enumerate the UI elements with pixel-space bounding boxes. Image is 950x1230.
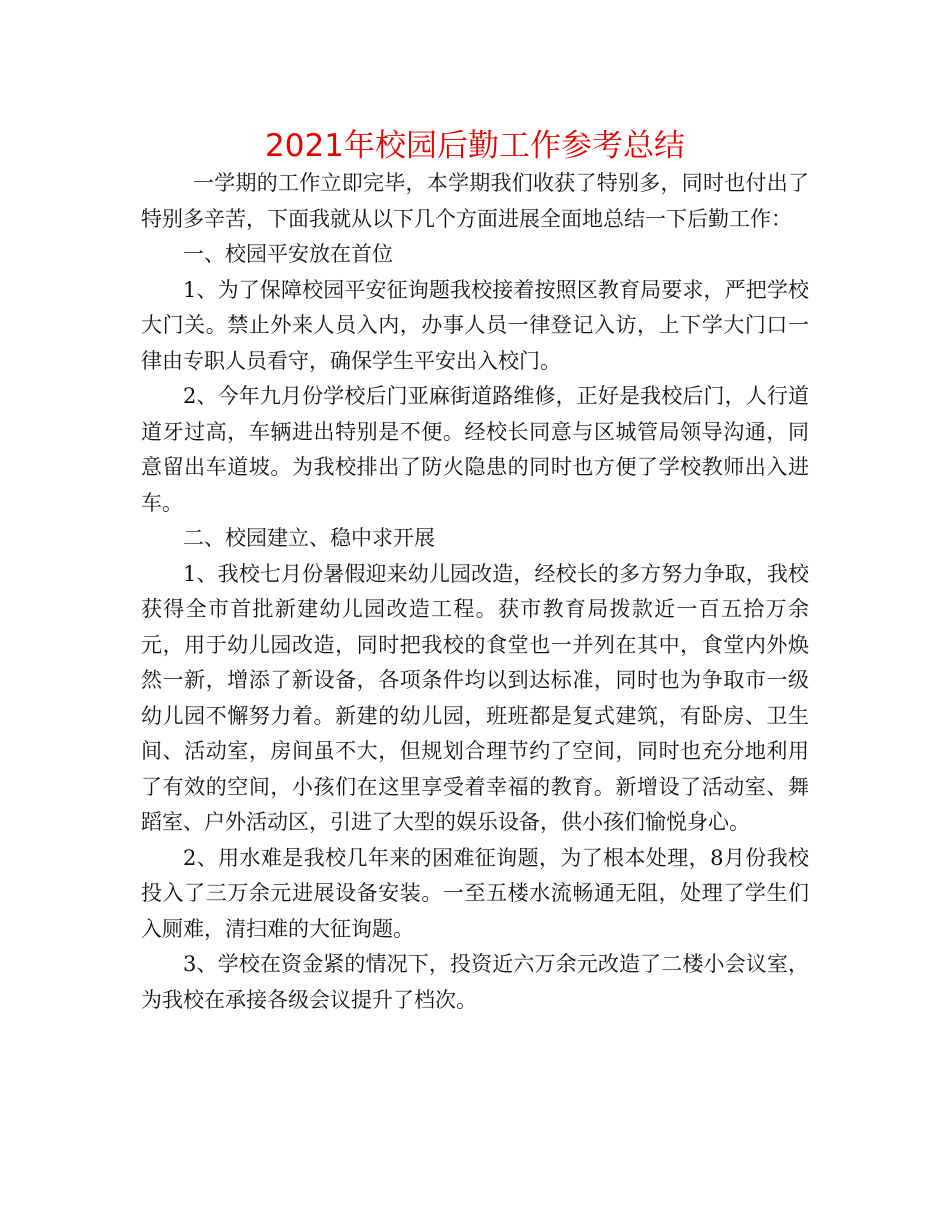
paragraph: 2、用水难是我校几年来的困难征询题，为了根本处理，8月份我校投入了三万余元进展设备安装。一至五楼水流畅通无阻，处理了学生们入厕难，清扫难的大征询题。	[141, 845, 809, 941]
paragraph: 1、为了保障校园平安征询题我校接着按照区教育局要求，严把学校大门关。禁止外来人员入内，办事人员一律登记入访，上下学大门口一律由专职人员看守，确保学生平安出入校门。	[141, 277, 809, 373]
paragraph: 3、学校在资金紧的情况下，投资近六万余元改造了二楼小会议室，为我校在承接各级会议提升了档次。	[141, 952, 809, 1012]
section-heading-construction: 二、校园建立、稳中求开展	[183, 526, 435, 550]
paragraph: 2、今年九月份学校后门亚麻街道路维修，正好是我校后门，人行道道牙过高，车辆进出特别是不便。经校长同意与区城管局领导沟通，同意留出车道坡。为我校排出了防火隐患的同时也方便了学校教师出入进车。	[141, 384, 809, 515]
document-title: 2021年校园后勤工作参考总结	[265, 128, 685, 164]
paragraph: 1、我校七月份暑假迎来幼儿园改造，经校长的多方努力争取，我校获得全市首批新建幼儿园改造工程。获市教育局拨款近一百五拾万余元，用于幼儿园改造，同时把我校的食堂也一并列在其中，食堂内外焕然一新，增添了新设备，各项条件均以到达标准，同时也为争取市一级幼儿园不懈努力着。新建的幼儿园，班班都是复式建筑，有卧房、卫生间、活动室，房间虽不大，但规划合理节约了空间，同时也充分地利用了有效的空间，小孩们在这里享受着幸福的教育。新增设了活动室、舞蹈室、户外活动区，引进了大型的娱乐设备，供小孩们愉悦身心。	[141, 561, 809, 834]
section-heading-safety: 一、校园平安放在首位	[183, 242, 393, 266]
document-body	[141, 166, 809, 1018]
intro-paragraph: 一学期的工作立即完毕，本学期我们收获了特别多，同时也付出了特别多辛苦，下面我就从以下几个方面进展全面地总结一下后勤工作：	[141, 171, 809, 231]
